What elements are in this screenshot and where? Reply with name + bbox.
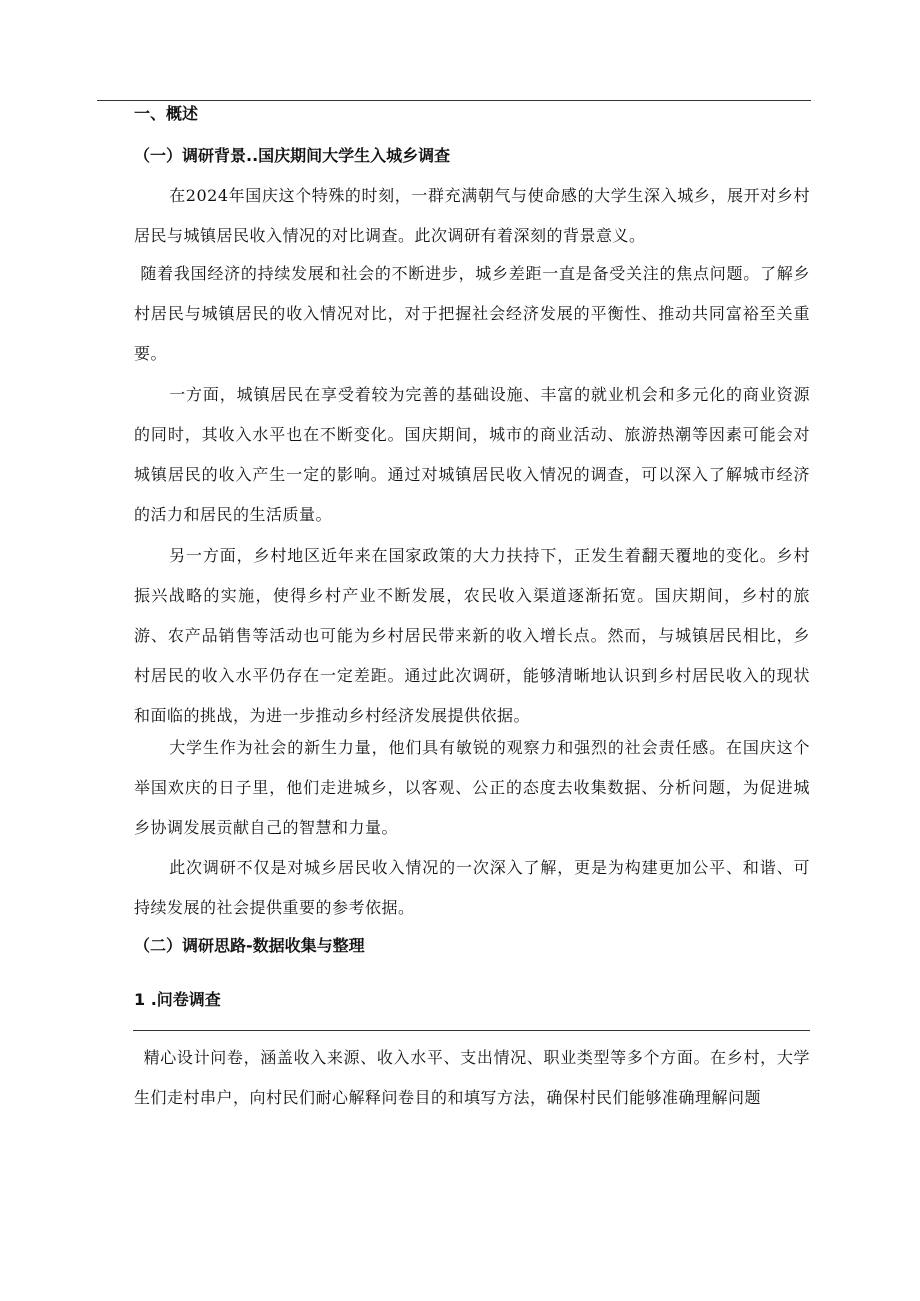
paragraph-intro: 在2024年国庆这个特殊的时刻，一群充满朝气与使命感的大学生深入城乡，展开对乡村居民与城镇居民收入情况的对比调查。此次调研有着深刻的背景意义。: [134, 186, 810, 245]
paragraph-significance: 此次调研不仅是对城乡居民收入情况的一次深入了解，更是为构建更加公平、和谐、可持续发展的社会提供重要的参考依据。: [134, 858, 810, 917]
section-rule: [133, 1030, 810, 1031]
subsection-heading-approach: （二）调研思路-数据收集与整理: [134, 936, 365, 955]
header-rule: [97, 100, 811, 101]
subsection-heading-background: （一）调研背景..国庆期间大学生入城乡调查: [134, 146, 451, 165]
section-heading: 一、概述: [134, 104, 199, 123]
paragraph-questionnaire: 精心设计问卷，涵盖收入来源、收入水平、支出情况、职业类型等多个方面。在乡村，大学生们走村串户，向村民们耐心解释问卷目的和填写方法，确保村民们能够准确理解问题: [134, 1048, 810, 1107]
paragraph-urban: 一方面，城镇居民在享受着较为完善的基础设施、丰富的就业机会和多元化的商业资源的同时，其收入水平也在不断变化。国庆期间，城市的商业活动、旅游热潮等因素可能会对城镇居民的收入产生一定的影响。通过对城镇居民收入情况的调查，可以深入了解城市经济的活力和居民的生活质量。: [134, 385, 810, 524]
item-heading-questionnaire: 1 .问卷调查: [134, 990, 221, 1009]
paragraph-rural: 另一方面，乡村地区近年来在国家政策的大力扶持下，正发生着翻天覆地的变化。乡村振兴战略的实施，使得乡村产业不断发展，农民收入渠道逐渐拓宽。国庆期间，乡村的旅游、农产品销售等活动也可能为乡村居民带来新的收入增长点。然而，与城镇居民相比，乡村居民的收入水平仍存在一定差距。通过此次调研，能够清晰地认识到乡村居民收入的现状和面临的挑战，为进一步推动乡村经济发展提供依据。: [134, 546, 810, 725]
paragraph-students: 大学生作为社会的新生力量，他们具有敏锐的观察力和强烈的社会责任感。在国庆这个举国欢庆的日子里，他们走进城乡，以客观、公正的态度去收集数据、分析问题，为促进城乡协调发展贡献自己的智慧和力量。: [134, 738, 810, 837]
paragraph-context: 随着我国经济的持续发展和社会的不断进步，城乡差距一直是备受关注的焦点问题。了解乡村居民与城镇居民的收入情况对比，对于把握社会经济发展的平衡性、推动共同富裕至关重要。: [134, 264, 810, 363]
